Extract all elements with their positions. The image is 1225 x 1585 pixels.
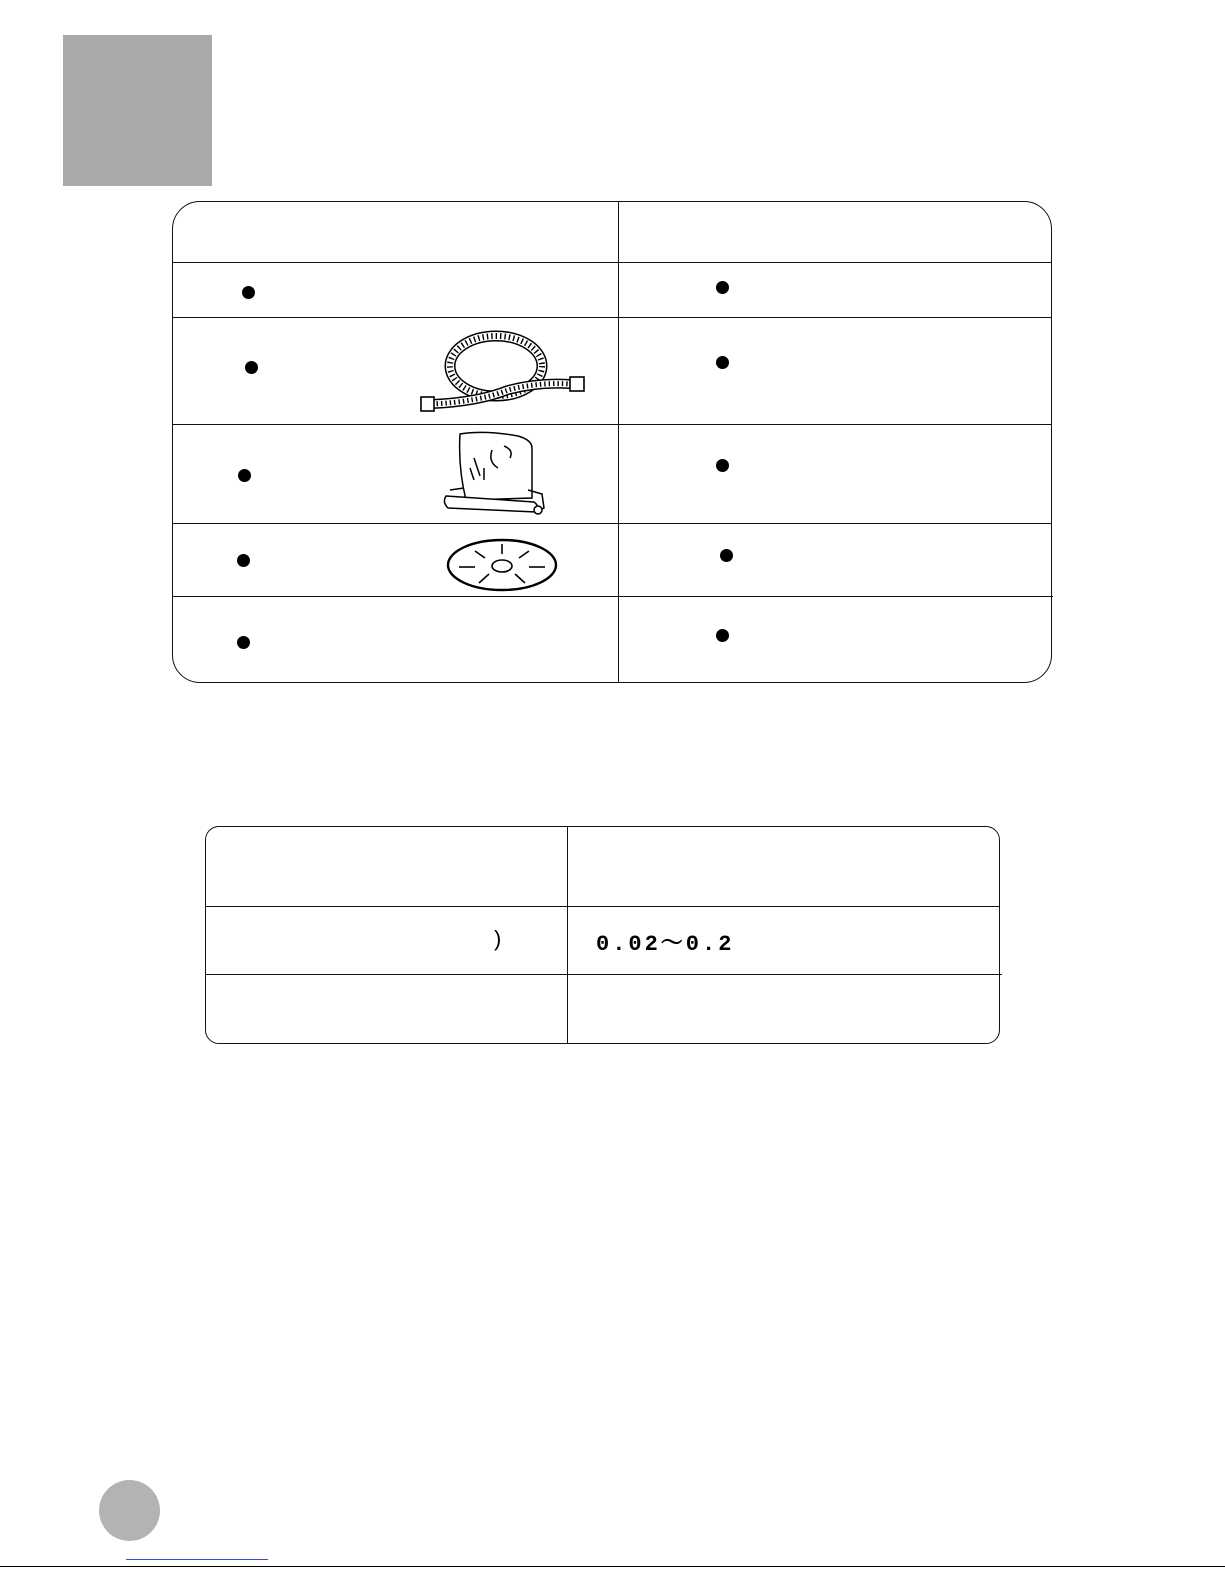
accessories-row-rule bbox=[173, 424, 1051, 425]
bullet-dot-icon bbox=[716, 459, 729, 472]
bullet-dot-icon bbox=[242, 286, 255, 299]
bullet-dot-icon bbox=[238, 469, 251, 482]
footer-rule bbox=[0, 1566, 1225, 1567]
spec-row-label-suffix: ) bbox=[494, 926, 502, 951]
spec-column-divider bbox=[567, 827, 568, 1043]
bullet-dot-icon bbox=[245, 361, 258, 374]
coiled-hose-image bbox=[418, 326, 588, 414]
spec-row-rule bbox=[206, 974, 1002, 975]
page-number-circle bbox=[99, 1480, 160, 1541]
accessories-row-rule bbox=[173, 523, 1051, 524]
bullet-dot-icon bbox=[716, 629, 729, 642]
accessories-table-frame bbox=[172, 201, 1052, 683]
accessories-row-rule bbox=[173, 317, 1051, 318]
footer-link-underline[interactable] bbox=[126, 1559, 268, 1560]
accessories-header-rule bbox=[173, 262, 1051, 263]
spec-row-value: 0.02～0.2 bbox=[596, 932, 735, 957]
filter-bag-image bbox=[440, 428, 550, 518]
accessories-row-rule bbox=[173, 596, 1053, 597]
bullet-dot-icon bbox=[237, 554, 250, 567]
disc-image bbox=[445, 537, 559, 593]
bullet-dot-icon bbox=[237, 636, 250, 649]
spec-header-rule bbox=[206, 906, 999, 907]
accessories-column-divider bbox=[618, 202, 619, 682]
chapter-header-block bbox=[63, 35, 212, 186]
bullet-dot-icon bbox=[720, 549, 733, 562]
bullet-dot-icon bbox=[716, 356, 729, 369]
bullet-dot-icon bbox=[716, 281, 729, 294]
